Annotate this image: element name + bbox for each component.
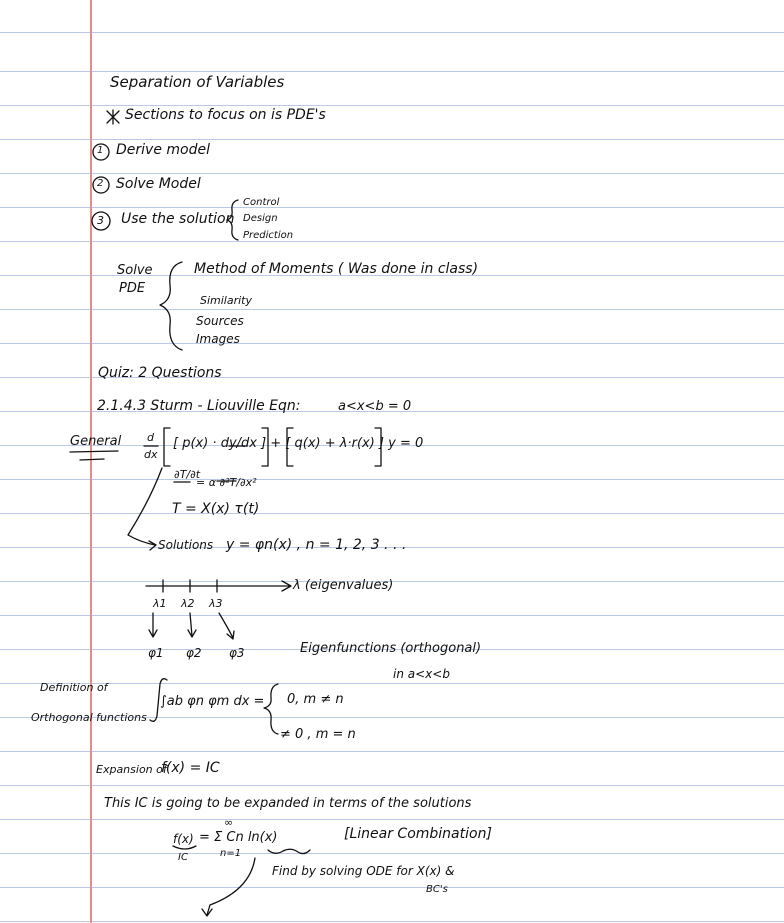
sl-equation: [ p(x) · dy/dx ] + [ q(x) + λ·r(x) ] y = 0 xyxy=(173,436,424,451)
series-lower-limit: n=1 xyxy=(220,848,242,859)
eigenfunction-2: φ2 xyxy=(186,646,202,660)
use-control: Control xyxy=(243,197,280,208)
quiz-note: Quiz: 2 Questions xyxy=(98,365,222,381)
expansion-fx: f(x) = IC xyxy=(161,760,220,776)
use-design: Design xyxy=(243,213,278,224)
eigenvalue-1: λ1 xyxy=(153,597,167,610)
solve-label-pde: PDE xyxy=(119,281,146,296)
ic-note: This IC is going to be expanded in terms of the solutions xyxy=(104,796,472,811)
step-3-text: Use the solution xyxy=(121,211,235,227)
eigenfunction-3: φ3 xyxy=(229,646,245,660)
ortho-case-2: ≠ 0 , m = n xyxy=(280,727,356,742)
heat-lhs: ∂T/∂t xyxy=(174,468,201,481)
eigenvalue-axis xyxy=(146,581,291,591)
solve-label: Solve xyxy=(117,263,153,278)
step-2-text: Solve Model xyxy=(116,176,201,192)
method-sources: Sources xyxy=(196,314,244,328)
eigen-domain: in a<x<b xyxy=(393,667,450,681)
general-underline xyxy=(70,451,118,460)
dx-denominator: dx xyxy=(144,448,158,461)
bcs-note: BC's xyxy=(426,884,448,895)
eigenfunctions-label: Eigenfunctions (orthogonal) xyxy=(300,641,482,656)
ortho-case-1: 0, m ≠ n xyxy=(287,692,344,707)
method-similarity: Similarity xyxy=(200,294,253,307)
separation-of-variables: T = X(x) τ(t) xyxy=(172,501,260,517)
step-number-1: 1 xyxy=(97,145,104,156)
solutions-label: Solutions xyxy=(158,538,214,552)
series-lhs: f(x) xyxy=(173,832,194,846)
piecewise-brace xyxy=(264,684,278,734)
heat-rhs: = α ∂²T/∂x² xyxy=(196,476,257,489)
solutions-arrow xyxy=(128,468,162,550)
sturm-heading: 2.1.4.3 Sturm - Liouville Eqn: xyxy=(97,398,301,414)
step-number-2: 2 xyxy=(97,178,104,189)
eigenvalues-label: λ (eigenvalues) xyxy=(293,578,394,593)
series-rhs: = Σ Cn ln(x) xyxy=(199,830,278,845)
series-upper-limit: ∞ xyxy=(224,816,234,829)
sl-bracket-left xyxy=(164,428,170,466)
step-number-3: 3 xyxy=(97,214,104,227)
definition-line-1: Definition of xyxy=(40,681,108,694)
methods-brace xyxy=(160,262,182,350)
cn-arrow xyxy=(202,858,255,916)
sturm-domain: a<x<b = 0 xyxy=(338,399,412,414)
general-label: General xyxy=(70,434,122,449)
d-numerator: d xyxy=(147,431,154,444)
series-lhs-ic: IC xyxy=(178,852,188,863)
ortho-integral: ∫ab φn φm dx = xyxy=(160,694,265,709)
eigenvalue-2: λ2 xyxy=(181,597,195,610)
use-prediction: Prediction xyxy=(243,230,294,241)
eigenvalue-3: λ3 xyxy=(209,597,223,610)
method-moments: Method of Moments ( Was done in class) xyxy=(194,261,479,277)
expansion-label: Expansion of xyxy=(96,763,167,776)
focus-note: Sections to focus on is PDE's xyxy=(125,107,326,123)
eigenfunction-1: φ1 xyxy=(148,646,164,660)
solutions-equation: y = φn(x) , n = 1, 2, 3 . . . xyxy=(226,537,407,553)
method-images: Images xyxy=(196,332,240,346)
page-title: Separation of Variables xyxy=(110,73,285,91)
star-bullet-icon xyxy=(107,110,119,124)
linear-combination: [Linear Combination] xyxy=(344,826,492,842)
definition-line-2: Orthogonal functions xyxy=(31,711,147,724)
find-note: Find by solving ODE for X(x) & xyxy=(272,864,455,878)
step-1-text: Derive model xyxy=(116,142,210,158)
